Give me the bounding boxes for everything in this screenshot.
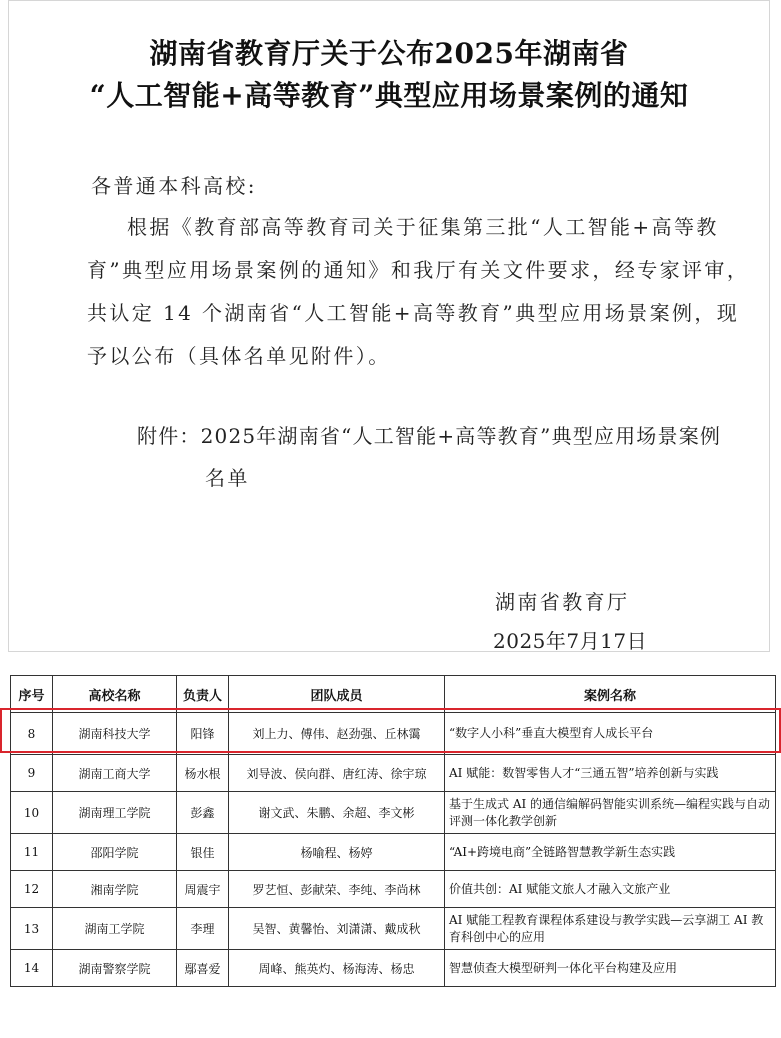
table-row <box>11 908 776 950</box>
header-no: 序号 <box>11 676 53 713</box>
table-row <box>11 834 776 871</box>
table-row <box>11 950 776 987</box>
notice-date: 2025年7月17日 <box>493 629 648 653</box>
cell-no: 14 <box>11 950 53 987</box>
cell-members: 杨喻程、杨婷 <box>229 834 445 871</box>
cell-members: 吴智、黄馨怡、刘潇潇、戴成秋 <box>229 908 445 950</box>
notice-paragraph-line: 育”典型应用场景案例的通知》和我厅有关文件要求，经专家评审， <box>87 258 750 282</box>
notice-attachment-line1: 附件：2025年湖南省“人工智能+高等教育”典型应用场景案例 <box>137 424 722 448</box>
table-row <box>11 713 776 755</box>
notice-paragraph-line: 共认定 14 个湖南省“人工智能+高等教育”典型应用场景案例，现 <box>87 301 740 325</box>
cell-leader: 阳锋 <box>177 713 229 755</box>
cell-leader: 银佳 <box>177 834 229 871</box>
cell-case: 基于生成式 AI 的通信编解码智能实训系统—编程实践与自动评测一体化教学创新 <box>445 792 776 834</box>
cell-case: AI 赋能：数智零售人才“三通五智”培养创新与实践 <box>445 755 776 792</box>
cell-leader: 杨水根 <box>177 755 229 792</box>
notice-issuer: 湖南省教育厅 <box>495 590 630 614</box>
cell-school: 湖南理工学院 <box>53 792 177 834</box>
notice-title-line1: 湖南省教育厅关于公布2025年湖南省 <box>149 37 629 70</box>
cell-no: 9 <box>11 755 53 792</box>
cell-members: 刘导波、侯向群、唐红涛、徐宇琼 <box>229 755 445 792</box>
cell-members: 罗艺恒、彭献荣、李纯、李尚林 <box>229 871 445 908</box>
cell-case: 价值共创：AI 赋能文旅人才融入文旅产业 <box>445 871 776 908</box>
cell-school: 邵阳学院 <box>53 834 177 871</box>
cell-leader: 周震宇 <box>177 871 229 908</box>
table-header-row <box>11 676 776 713</box>
header-school: 高校名称 <box>53 676 177 713</box>
cell-members: 周峰、熊英灼、杨海涛、杨忠 <box>229 950 445 987</box>
cell-no: 13 <box>11 908 53 950</box>
notice-attachment-line2: 名单 <box>205 466 250 490</box>
table-row <box>11 755 776 792</box>
notice-title-line2: “人工智能+高等教育”典型应用场景案例的通知 <box>89 79 689 112</box>
cell-leader: 彭鑫 <box>177 792 229 834</box>
cell-school: 湖南工商大学 <box>53 755 177 792</box>
cell-no: 11 <box>11 834 53 871</box>
notice-paragraph-line: 予以公布（具体名单见附件）。 <box>87 344 391 368</box>
header-leader: 负责人 <box>177 676 229 713</box>
notice-paragraph-line: 根据《教育部高等教育司关于征集第三批“人工智能+高等教 <box>127 215 719 239</box>
cell-school: 湖南工学院 <box>53 908 177 950</box>
cell-school: 湘南学院 <box>53 871 177 908</box>
cell-school: 湖南科技大学 <box>53 713 177 755</box>
case-list-table <box>10 675 776 987</box>
cell-leader: 李理 <box>177 908 229 950</box>
cell-members: 刘上力、傅伟、赵劲强、丘林霭 <box>229 713 445 755</box>
header-case: 案例名称 <box>445 676 776 713</box>
cell-no: 10 <box>11 792 53 834</box>
cell-members: 谢文武、朱鹏、余超、李文彬 <box>229 792 445 834</box>
header-members: 团队成员 <box>229 676 445 713</box>
cell-case: AI 赋能工程教育课程体系建设与教学实践—云享湖工 AI 教育科创中心的应用 <box>445 908 776 950</box>
notice-salutation: 各普通本科高校: <box>91 174 257 198</box>
notice-document <box>8 0 770 652</box>
cell-leader: 鄢喜爱 <box>177 950 229 987</box>
table-row <box>11 871 776 908</box>
cell-case: “数字人小科”垂直大模型育人成长平台 <box>445 713 776 755</box>
cell-school: 湖南警察学院 <box>53 950 177 987</box>
cell-case: 智慧侦查大模型研判一体化平台构建及应用 <box>445 950 776 987</box>
case-list-table-container <box>10 675 775 987</box>
cell-no: 12 <box>11 871 53 908</box>
cell-no: 8 <box>11 713 53 755</box>
table-row <box>11 792 776 834</box>
cell-case: “AI+跨境电商”全链路智慧教学新生态实践 <box>445 834 776 871</box>
